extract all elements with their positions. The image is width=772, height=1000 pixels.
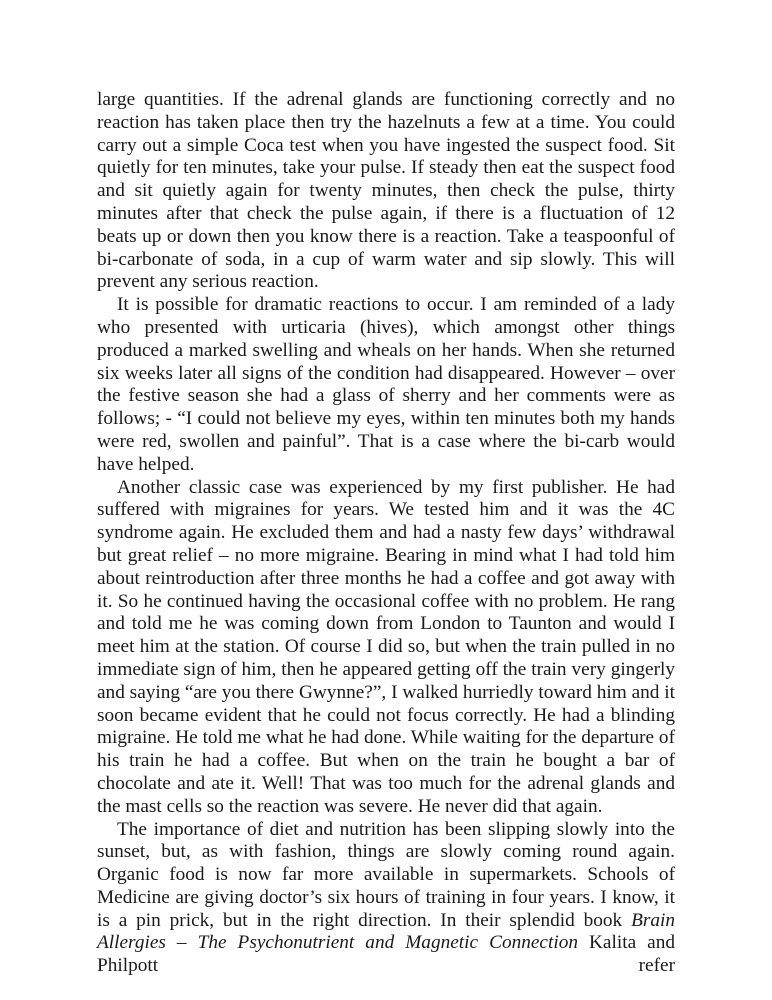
paragraph-4 <box>97 819 675 979</box>
document-page <box>97 89 675 978</box>
paragraph-4-text-before: The importance of diet and nutrition has been slipping slowly into the sunset, but, as with fashion, things are slowly coming round again. Organic food is now far more available in supermarkets. Schools of Medicine are giving doctor’s six hours of training in four years. I know, it is a pin prick, but in the right direction. In their splendid book <box>97 818 675 931</box>
paragraph-3: Another classic case was experienced by my first publisher. He had suffered with migraines for years. We tested him and it was the 4C syndrome again. He excluded them and had a nasty few days’ withdrawal but great relief – no more migraine. Bearing in mind what I had told him about reintroduction after three months he had a coffee and got away with it. So he continued having the occasional coffee with no problem. He rang and told me he was coming down from London to Taunton and would I meet him at the station. Of course I did so, but when the train pulled in no immediate sign of him, then he appeared getting off the train very gingerly and saying “are you there Gwynne?”, I walked hurriedly toward him and it soon became evident that he could not focus correctly. He had a blinding migraine. He told me what he had done. While waiting for the departure of his train he had a coffee. But when on the train he bought a bar of chocolate and ate it. Well! That was too much for the adrenal glands and the mast cells so the reaction was severe. He never did that again. <box>97 476 675 817</box>
paragraph-4-text-after: Kalita and Philpott refer <box>97 932 675 977</box>
paragraph-1: large quantities. If the adrenal glands are functioning correctly and no reaction has taken place then try the hazelnuts a few at a time. You could carry out a simple Coca test when you have ingested the suspect food. Sit quietly for ten minutes, take your pulse. If steady then eat the suspect food and sit quietly again for twenty minutes, then check the pulse, thirty minutes after that check the pulse again, if there is a fluctuation of 12 beats up or down then you know there is a reaction. Take a teaspoonful of bi-carbonate of soda, in a cup of warm water and sip slowly. This will prevent any serious reaction. <box>97 89 675 293</box>
paragraph-2: It is possible for dramatic reactions to occur. I am reminded of a lady who presented with urticaria (hives), which amongst other things produced a marked swelling and wheals on her hands. When she returned six weeks later all signs of the condition had disappeared. However – over the festive season she had a glass of sherry and her comments were as follows; - “I could not believe my eyes, within ten minutes both my hands were red, swollen and painful”. That is a case where the bi-carb would have helped. <box>97 294 675 475</box>
book-title: Brain Allergies – The Psychonutrient and Magnetic Connection <box>97 909 675 954</box>
